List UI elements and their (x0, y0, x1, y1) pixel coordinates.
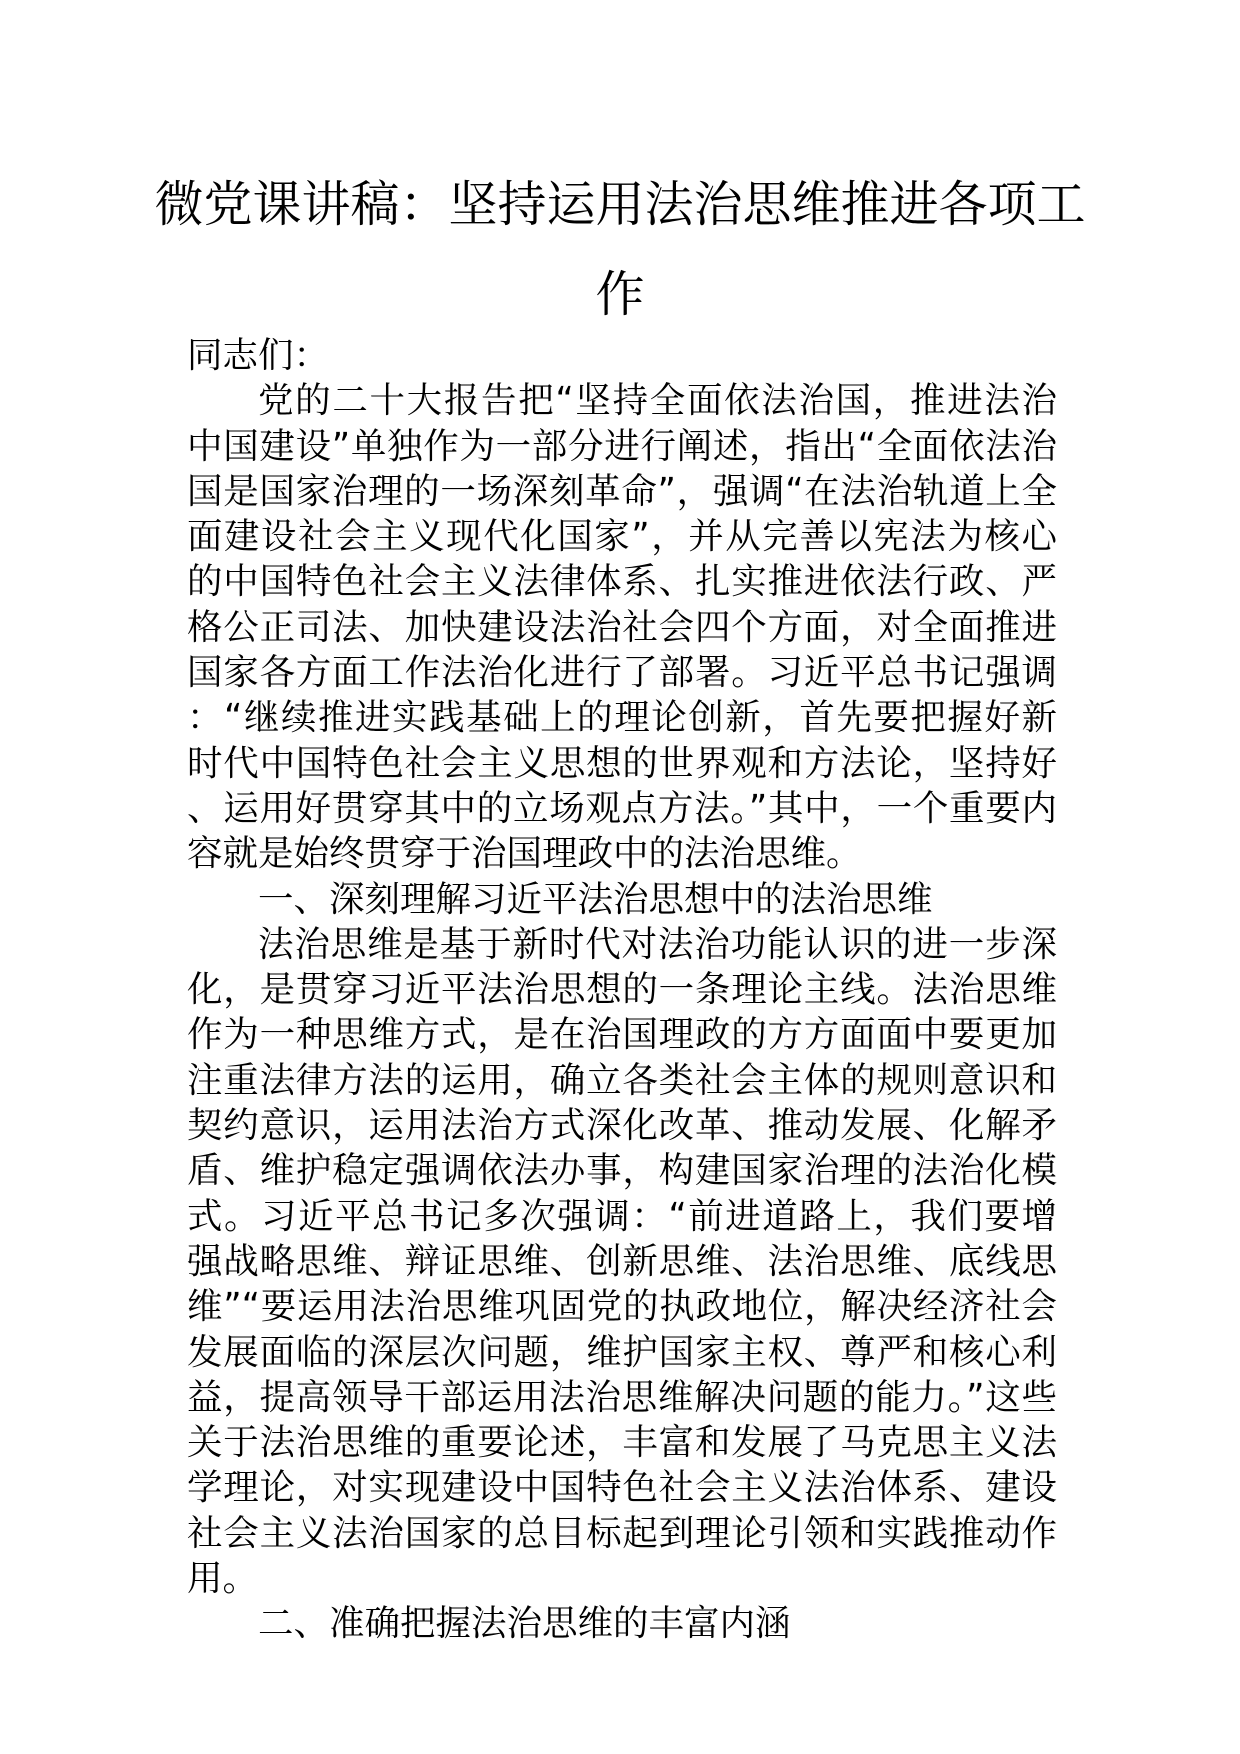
section-heading-1: 一、深刻理解习近平法治思想中的法治思维 (258, 878, 933, 920)
salutation: 同志们： (187, 335, 330, 376)
document-title: 微党课讲稿：坚持运用法治思维推进各项工作 (154, 176, 1086, 323)
paragraph-section-1: 法治思维是基于新时代对法治功能认识的进一步深化，是贯穿习近平法治思想的一条理论主线。法治思维作为一种思维方式，是在治国理政的方方面面中要更加注重法律方法的运用，确立各类社会主体的规则意识和契约意识，运用法治方式深化改革、推动发展、化解矛盾、维护稳定强调依法办事，构建国家治理的法治化模式。习近平总书记多次强调：“前进道路上，我们要增强战略思维、辩证思维、创新思维、法治思维、底线思维”“要运用法治思维巩固党的执政地位，解决经济社会发展面临的深层次问题，维护国家主权、尊严和核心利益，提高领导干部运用法治思维解决问题的能力。”这些关于法治思维的重要论述，丰富和发展了马克思主义法学理论，对实现建设中国特色社会主义法治体系、建设社会主义法治国家的总目标起到理论引领和实践推动作用。 (187, 923, 1057, 1600)
section-heading-2: 二、准确把握法治思维的丰富内涵 (258, 1603, 791, 1645)
paragraph-intro: 党的二十大报告把“坚持全面依法治国，推进法治中国建设”单独作为一部分进行阐述，指出“全面依法治国是国家治理的一场深刻革命”，强调“在法治轨道上全面建设社会主义现代化国家”，并从完善以宪法为核心的中国特色社会主义法律体系、扎实推进依法行政、严格公正司法、加快建设法治社会四个方面，对全面推进国家各方面工作法治化进行了部署。习近平总书记强调：“继续推进实践基础上的理论创新，首先要把握好新时代中国特色社会主义思想的世界观和方法论，坚持好、运用好贯穿其中的立场观点方法。”其中，一个重要内容就是始终贯穿于治国理政中的法治思维。 (187, 380, 1057, 875)
document-body (187, 333, 1057, 1647)
